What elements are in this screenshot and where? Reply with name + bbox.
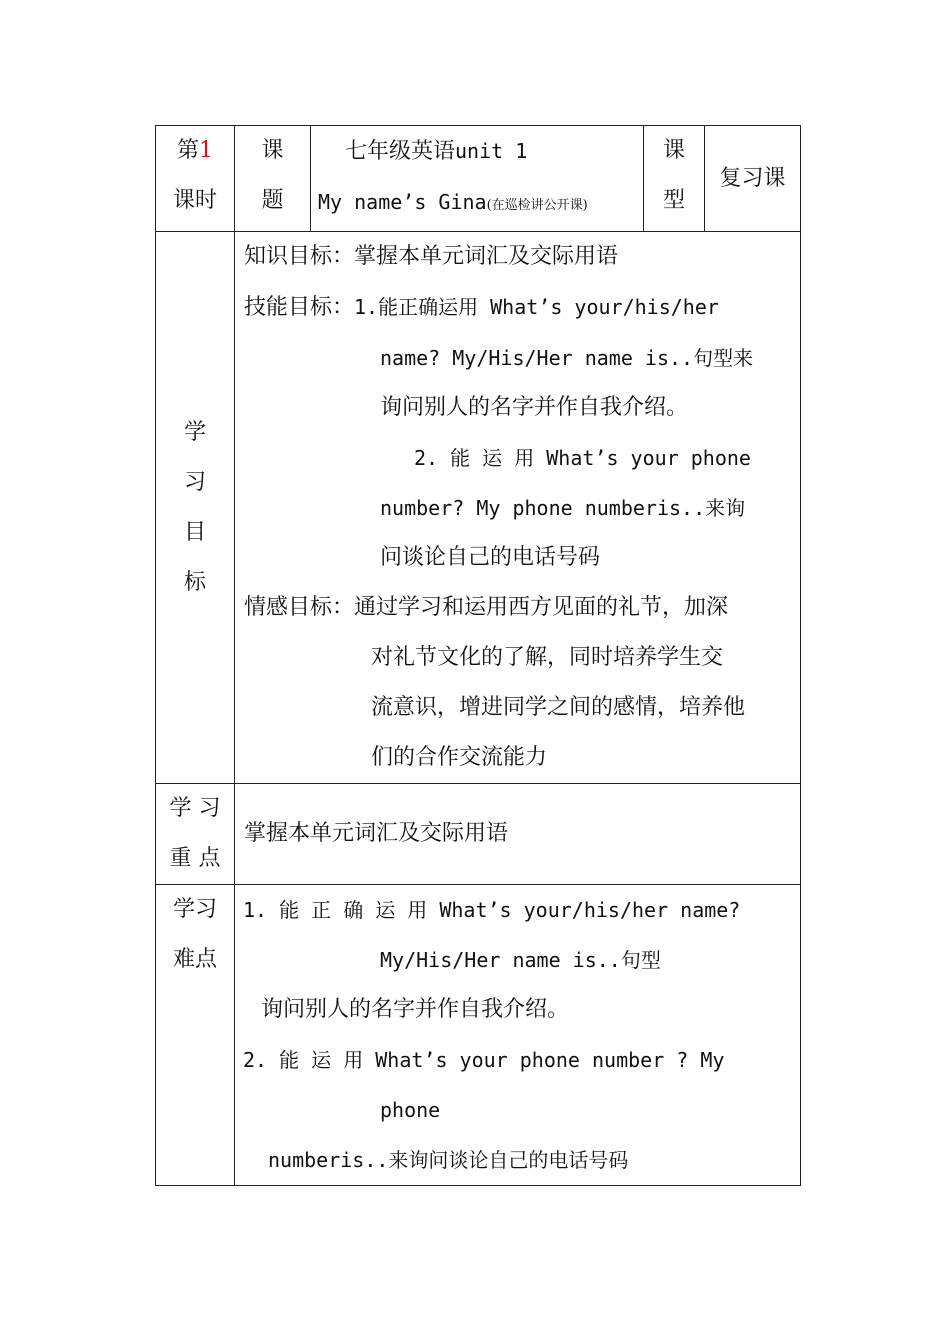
skill2-line-3: 问谈论自己的电话号码	[380, 545, 601, 570]
topic-label-1: 课	[261, 138, 284, 163]
difficulty-line-5: phone	[380, 1098, 441, 1122]
skill1-line-2: name? My/His/Her name is..句型来	[380, 346, 754, 370]
objectives-label-char-2: 习	[183, 469, 206, 495]
objectives-label-cell	[156, 232, 235, 784]
key-points-row	[156, 784, 801, 885]
difficulty-line-6: numberis..来询问谈论自己的电话号码	[268, 1148, 629, 1172]
difficulties-label-2: 难点	[172, 947, 217, 972]
skill2-line-1: 2. 能 运 用 What’s your phone	[414, 446, 751, 470]
period-number	[156, 126, 234, 176]
difficulty-line-3: 询问别人的名字并作自我介绍。	[261, 997, 570, 1022]
skill2-line-2: number? My phone numberis..来询	[380, 496, 746, 520]
objectives-label-char-3: 目	[183, 519, 206, 545]
period-number-value: 1	[199, 138, 213, 163]
key-points-label-2: 重 点	[169, 846, 221, 871]
skill-objective-line-1	[244, 282, 800, 333]
objectives-label-char-1: 学	[183, 419, 206, 445]
objectives-row	[156, 232, 801, 784]
emotion-prefix: 情感目标：	[244, 595, 355, 620]
topic-label-cell	[235, 126, 311, 232]
type-label-1: 课	[662, 138, 685, 163]
key-points-label-1: 学 习	[169, 796, 221, 821]
emotion-objective-line-1	[244, 583, 800, 633]
skill1-line-1: 1.能正确运用 What’s your/his/her	[354, 295, 719, 319]
topic-note: (在巡检讲公开课)	[486, 198, 588, 213]
type-value-cell	[705, 126, 801, 232]
key-points-content-cell	[235, 784, 801, 885]
difficulties-label-cell	[156, 885, 235, 1186]
difficulty-line-2: My/His/Her name is..句型	[380, 948, 661, 972]
difficulty-line-1: 1. 能 正 确 运 用 What’s your/his/her name?	[243, 898, 741, 922]
objectives-label-char-4: 标	[183, 569, 206, 595]
emotion-line-2: 对礼节文化的了解，同时培养学生交	[371, 645, 724, 670]
difficulties-content-cell	[235, 885, 801, 1186]
difficulties-label-1: 学习	[172, 897, 217, 922]
emotion-line-4: 们的合作交流能力	[371, 745, 548, 770]
topic-value-cell	[311, 126, 644, 232]
period-cell	[156, 126, 235, 232]
type-label-2: 型	[662, 188, 685, 213]
topic-title: My name’s Gina	[318, 190, 487, 214]
lesson-plan-table	[155, 125, 801, 1186]
skill-prefix: 技能目标：	[244, 295, 355, 320]
emotion-line-3: 流意识，增进同学之间的感情，培养他	[371, 695, 746, 720]
topic-grade: 七年级英语	[345, 139, 456, 164]
type-label-cell	[644, 126, 705, 232]
difficulties-row	[156, 885, 801, 1186]
period-prefix: 第	[176, 138, 199, 163]
header-row	[156, 126, 801, 232]
topic-label-2: 题	[261, 188, 284, 213]
difficulty-line-4: 2. 能 运 用 What’s your phone number ? My	[243, 1048, 725, 1072]
objectives-content-cell	[235, 232, 801, 784]
emotion-line-1: 通过学习和运用西方见面的礼节，加深	[354, 595, 729, 620]
topic-line-2	[311, 177, 643, 231]
period-suffix: 课时	[172, 188, 217, 213]
key-points-label-cell	[156, 784, 235, 885]
skill1-line-3: 询问别人的名字并作自我介绍。	[380, 395, 689, 420]
knowledge-objective: 知识目标：掌握本单元词汇及交际用语	[244, 244, 619, 269]
type-value: 复习课	[719, 165, 786, 191]
topic-line-1	[311, 126, 643, 177]
topic-unit: unit 1	[455, 139, 528, 163]
key-points-content: 掌握本单元词汇及交际用语	[244, 821, 509, 846]
